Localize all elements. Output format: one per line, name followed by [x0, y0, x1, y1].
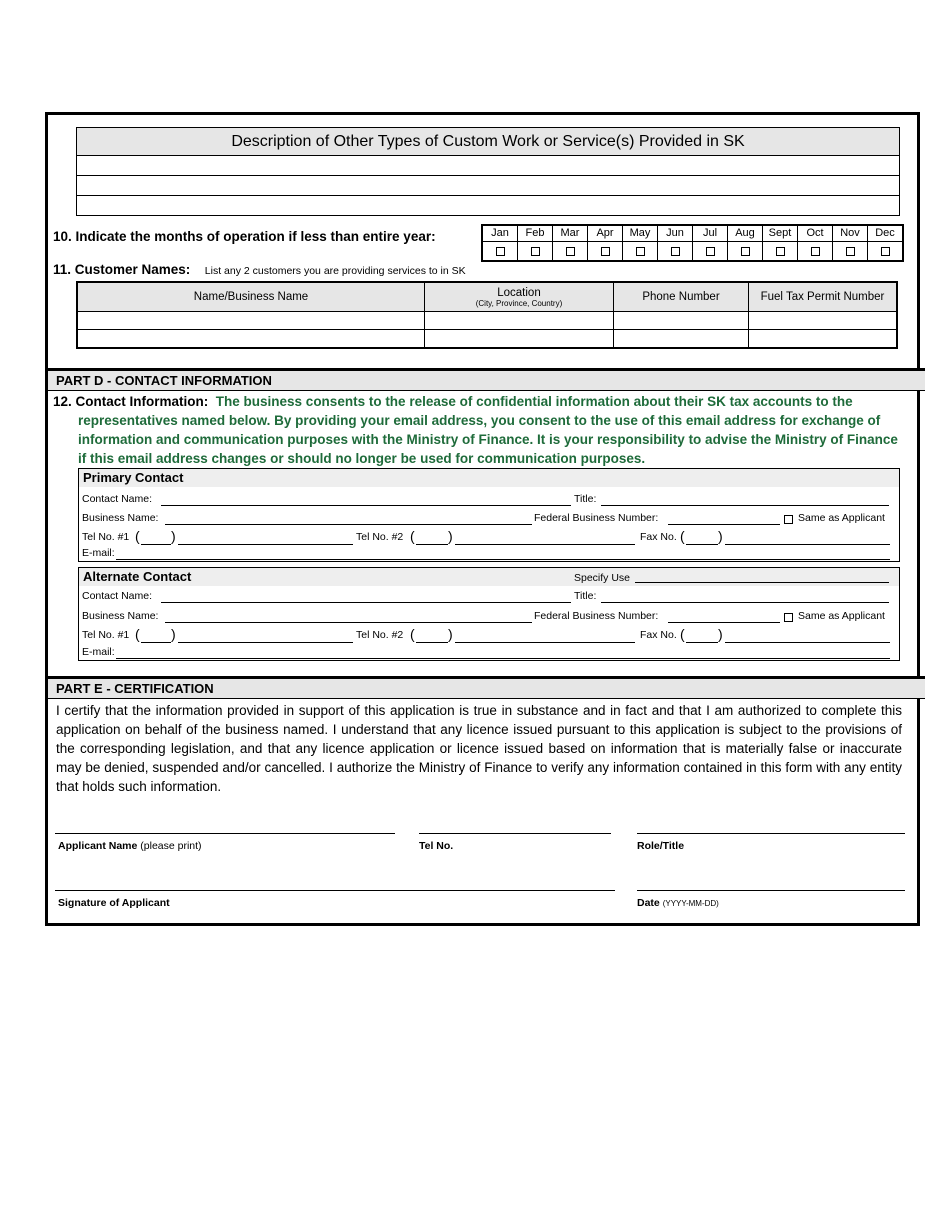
consent-line-1: The business consents to the release of confidential information about their SK tax accounts to the	[215, 394, 853, 409]
months-grid	[481, 224, 904, 262]
part-d-header: PART D - CONTACT INFORMATION	[48, 368, 925, 391]
primary-tel2-open: (	[410, 528, 415, 544]
primary-tel1-area[interactable]	[141, 544, 171, 545]
primary-tel2-close: )	[448, 528, 453, 544]
tel-label: Tel No.	[419, 840, 454, 852]
signature-label: Signature of Applicant	[58, 897, 170, 909]
date-format: (YYYY-MM-DD)	[662, 899, 719, 908]
consent-line-3: information and communication purposes with the Ministry of Finance. It is your responsibility to advise the Ministry of Finance	[78, 432, 898, 447]
q12-label: 12. Contact Information:	[53, 394, 209, 409]
alternate-tel2-area[interactable]	[416, 642, 448, 643]
q11-hint: List any 2 customers you are providing services to in SK	[204, 265, 466, 277]
date-line[interactable]	[637, 890, 905, 891]
alternate-specify-input[interactable]	[635, 582, 889, 583]
col-name: Name/Business Name	[77, 282, 425, 312]
primary-contact-name-input[interactable]	[161, 505, 571, 506]
primary-fbn-label: Federal Business Number:	[534, 512, 659, 524]
customer-permit-1[interactable]	[749, 312, 898, 330]
primary-title-label: Title:	[574, 493, 597, 505]
consent-line-4: if this email address changes or should no longer be used for communication purposes.	[78, 451, 646, 466]
alternate-email-input[interactable]	[116, 658, 890, 659]
month-checkbox-nov[interactable]	[846, 247, 855, 256]
month-label: Jun	[658, 226, 692, 242]
alternate-business-name-label: Business Name:	[82, 610, 159, 622]
alternate-tel1-input[interactable]	[178, 642, 353, 643]
table-row	[77, 330, 897, 349]
customer-name-1[interactable]	[77, 312, 425, 330]
month-checkbox-dec[interactable]	[881, 247, 890, 256]
alternate-business-name-input[interactable]	[165, 622, 532, 623]
alternate-fbn-input[interactable]	[668, 622, 780, 623]
alternate-tel1-label: Tel No. #1	[82, 629, 130, 641]
primary-tel2-area[interactable]	[416, 544, 448, 545]
alternate-title-label: Title:	[574, 590, 597, 602]
month-label: Dec	[868, 226, 902, 242]
alternate-contact-title: Alternate Contact	[79, 568, 899, 586]
customer-phone-2[interactable]	[614, 330, 749, 349]
alternate-contact-name-input[interactable]	[161, 602, 571, 603]
month-checkbox-jul[interactable]	[706, 247, 715, 256]
role-line[interactable]	[637, 833, 905, 834]
month-checkbox-may[interactable]	[636, 247, 645, 256]
primary-tel1-input[interactable]	[178, 544, 353, 545]
date-label	[637, 897, 719, 909]
month-label: May	[623, 226, 657, 242]
description-row-1[interactable]	[77, 156, 899, 176]
applicant-name-line[interactable]	[55, 833, 395, 834]
col-location	[425, 282, 614, 312]
alternate-fax-label: Fax No.	[640, 629, 677, 641]
primary-tel1-open: (	[135, 528, 140, 544]
consent-block	[53, 392, 913, 468]
primary-fax-area[interactable]	[686, 544, 718, 545]
description-row-3[interactable]	[77, 196, 899, 215]
month-label: Sept	[763, 226, 797, 242]
primary-fax-close: )	[718, 528, 723, 544]
month-label: Mar	[553, 226, 587, 242]
primary-email-input[interactable]	[116, 559, 890, 560]
month-checkbox-apr[interactable]	[601, 247, 610, 256]
primary-contact-box	[78, 468, 900, 562]
customer-location-1[interactable]	[425, 312, 614, 330]
q11-label: 11. Customer Names:	[53, 262, 191, 277]
description-title: Description of Other Types of Custom Work or Service(s) Provided in SK	[77, 128, 899, 156]
primary-business-name-input[interactable]	[165, 524, 532, 525]
month-checkbox-jan[interactable]	[496, 247, 505, 256]
primary-fax-input[interactable]	[725, 544, 890, 545]
alternate-same-label: Same as Applicant	[798, 610, 885, 622]
month-checkbox-aug[interactable]	[741, 247, 750, 256]
primary-same-label: Same as Applicant	[798, 512, 885, 524]
certification-text: I certify that the information provided in support of this application is true in substance and in fact and that I am authorized to complete this application on behalf of the business named. I understand that any licence issued pursuant to this application is subject to the provisions of the corresponding legislation, and that any licence application or licence issued based on information that is materially false or inaccurate may be denied, suspended and/or cancelled. I authorize the Ministry of Finance to verify any information contained in this form with any entity that holds such information.	[56, 703, 902, 794]
month-label: Jul	[693, 226, 727, 242]
applicant-name-text: Applicant Name	[58, 840, 138, 852]
alternate-email-label: E-mail:	[82, 646, 115, 658]
month-label: Oct	[798, 226, 832, 242]
date-text: Date	[637, 897, 660, 909]
month-label: Aug	[728, 226, 762, 242]
tel-line[interactable]	[419, 833, 611, 834]
primary-fax-label: Fax No.	[640, 531, 677, 543]
alternate-contact-box	[78, 567, 900, 661]
primary-title-input[interactable]	[601, 505, 889, 506]
alternate-fax-area[interactable]	[686, 642, 718, 643]
month-label: Feb	[518, 226, 552, 242]
part-e-header: PART E - CERTIFICATION	[48, 676, 925, 699]
col-location-sub: (City, Province, Country)	[475, 298, 563, 308]
month-label: Apr	[588, 226, 622, 242]
signature-line[interactable]	[55, 890, 615, 891]
alternate-title-input[interactable]	[601, 602, 889, 603]
alternate-fax-close: )	[718, 626, 723, 642]
customer-location-2[interactable]	[425, 330, 614, 349]
col-permit: Fuel Tax Permit Number	[749, 282, 898, 312]
col-phone: Phone Number	[614, 282, 749, 312]
customer-phone-1[interactable]	[614, 312, 749, 330]
alternate-tel2-open: (	[410, 626, 415, 642]
table-row	[77, 312, 897, 330]
alternate-tel2-input[interactable]	[455, 642, 635, 643]
customer-table	[76, 281, 898, 349]
primary-tel2-input[interactable]	[455, 544, 635, 545]
primary-fax-open: (	[680, 528, 685, 544]
alternate-tel2-label: Tel No. #2	[356, 629, 404, 641]
alternate-tel1-open: (	[135, 626, 140, 642]
month-label: Nov	[833, 226, 867, 242]
primary-tel1-close: )	[171, 528, 176, 544]
alternate-tel2-close: )	[448, 626, 453, 642]
alternate-fax-open: (	[680, 626, 685, 642]
month-checkbox-sept[interactable]	[776, 247, 785, 256]
description-row-2[interactable]	[77, 176, 899, 196]
primary-business-name-label: Business Name:	[82, 512, 159, 524]
role-label: Role/Title	[637, 840, 685, 852]
month-checkbox-jun[interactable]	[671, 247, 680, 256]
month-checkbox-oct[interactable]	[811, 247, 820, 256]
customer-permit-2[interactable]	[749, 330, 898, 349]
consent-line-2: representatives named below. By providing your email address, you consent to the use of this email address for exchange of	[78, 413, 881, 428]
col-location-label: Location	[497, 286, 541, 299]
month-checkbox-mar[interactable]	[566, 247, 575, 256]
month-label: Jan	[483, 226, 517, 242]
applicant-name-label	[58, 840, 202, 852]
primary-same-checkbox[interactable]	[784, 515, 793, 524]
alternate-tel1-close: )	[171, 626, 176, 642]
primary-fbn-input[interactable]	[668, 524, 780, 525]
applicant-name-note: (please print)	[140, 840, 202, 852]
primary-tel1-label: Tel No. #1	[82, 531, 130, 543]
description-table	[76, 127, 900, 216]
alternate-fbn-label: Federal Business Number:	[534, 610, 659, 622]
primary-email-label: E-mail:	[82, 547, 115, 559]
month-checkbox-feb[interactable]	[531, 247, 540, 256]
form-frame	[45, 112, 920, 926]
q11-heading	[53, 261, 466, 279]
primary-tel2-label: Tel No. #2	[356, 531, 404, 543]
alternate-same-checkbox[interactable]	[784, 613, 793, 622]
alternate-specify-label: Specify Use	[574, 572, 631, 584]
primary-contact-name-label: Contact Name:	[82, 493, 153, 505]
alternate-fax-input[interactable]	[725, 642, 890, 643]
customer-name-2[interactable]	[77, 330, 425, 349]
q10-label: 10. Indicate the months of operation if less than entire year:	[53, 229, 436, 244]
alternate-tel1-area[interactable]	[141, 642, 171, 643]
alternate-contact-name-label: Contact Name:	[82, 590, 153, 602]
primary-contact-title: Primary Contact	[79, 469, 899, 487]
